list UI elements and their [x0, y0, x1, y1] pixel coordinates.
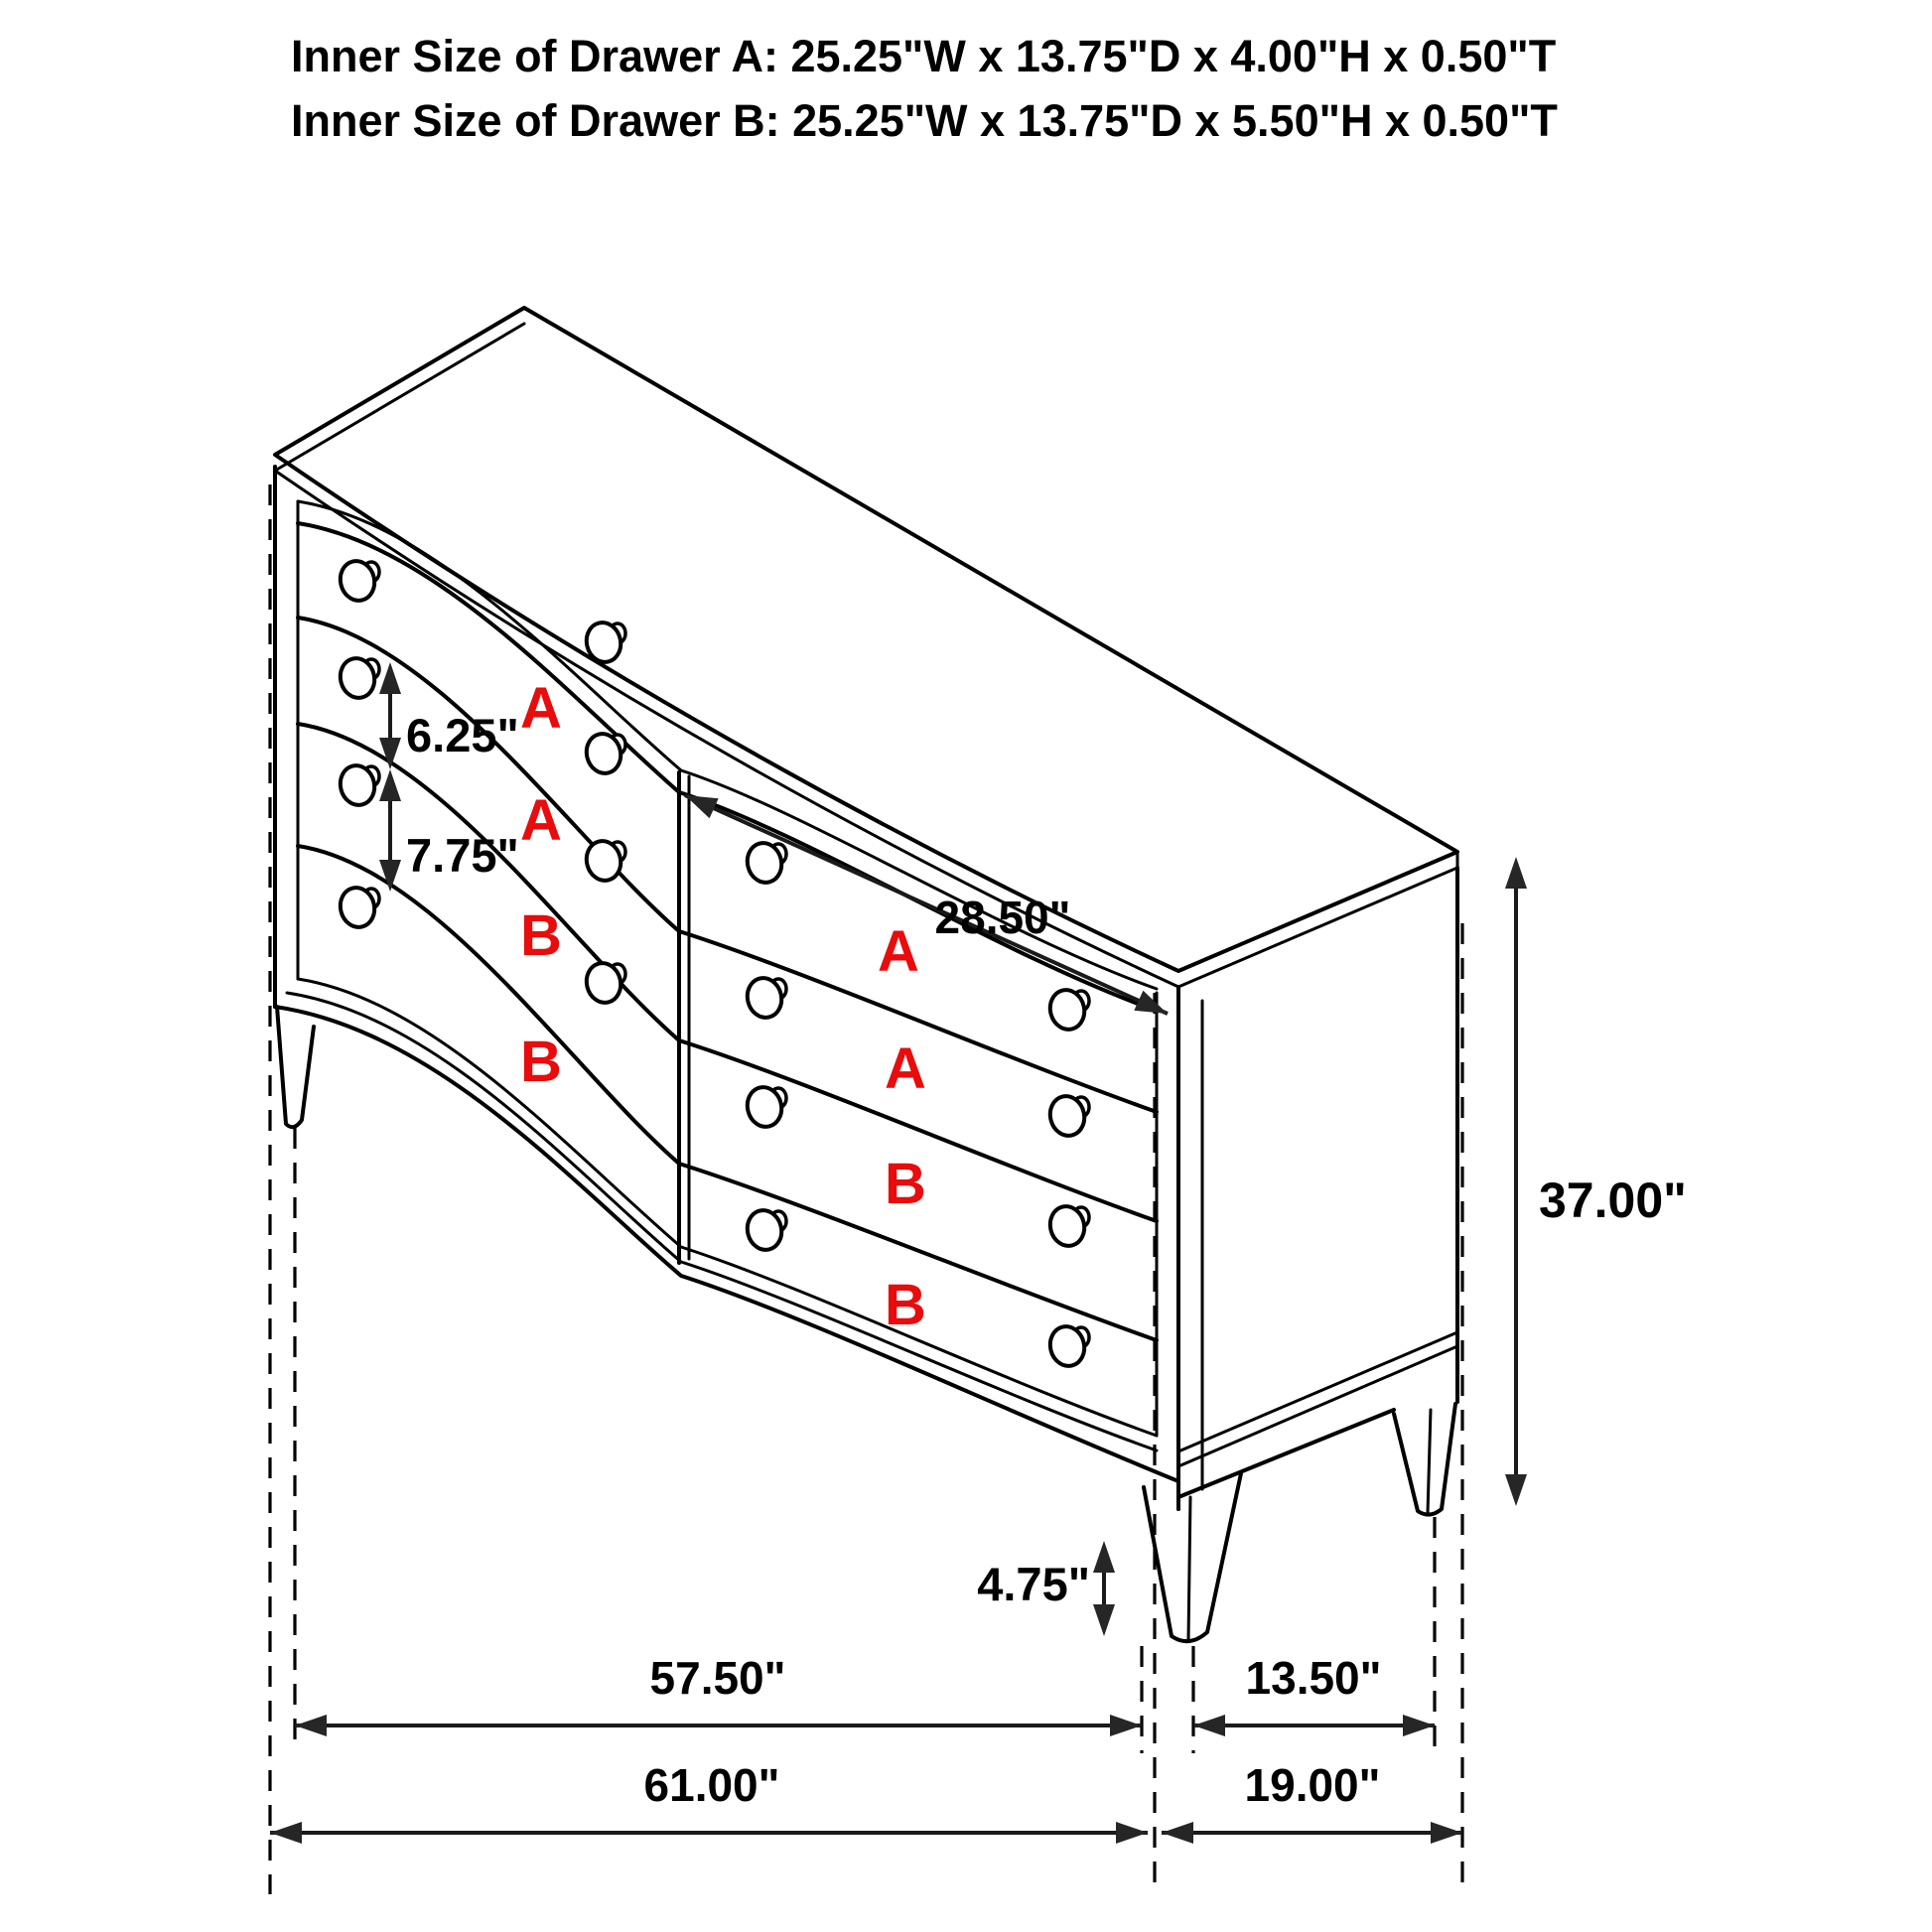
dim-label-61-00: 61.00"	[643, 1759, 780, 1811]
back-right-leg	[1394, 1404, 1455, 1515]
drawer-letter-labels	[520, 676, 926, 1337]
dim-label-19-00: 19.00"	[1244, 1759, 1381, 1811]
dim-label-6-25: 6.25"	[406, 709, 519, 761]
drawer-knob-icon	[744, 1206, 786, 1253]
dim-label-7-75: 7.75"	[406, 829, 519, 882]
drawer-knob-icon	[744, 1083, 786, 1130]
label-right-drawer-3: B	[885, 1152, 926, 1216]
dimension-overall-height	[1505, 857, 1687, 1506]
drawer-knob-icon	[1046, 1322, 1089, 1369]
label-right-drawer-1: A	[878, 919, 919, 984]
title-line-drawer-a: Inner Size of Drawer A: 25.25"W x 13.75"D x 4.00"H x 0.50"T	[291, 31, 1557, 81]
drawer-knob-icon	[337, 557, 379, 604]
dim-label-37-00: 37.00"	[1539, 1173, 1687, 1228]
dresser-top	[275, 308, 1457, 987]
dimension-leg-span-width	[295, 1652, 1142, 1736]
dim-label-13-50: 13.50"	[1245, 1652, 1382, 1704]
front-left-leg	[277, 1007, 314, 1127]
title-block	[291, 31, 1558, 146]
side-panel	[1178, 868, 1457, 1497]
dimension-overall-width	[270, 1759, 1148, 1844]
drawer-knob-icon	[744, 839, 786, 886]
label-left-drawer-4: B	[520, 1030, 562, 1094]
drawer-knob-icon	[1046, 1092, 1089, 1139]
drawer-knob-icon	[1046, 1202, 1089, 1249]
drawer-knob-icon	[1046, 986, 1089, 1033]
drawer-knobs	[337, 557, 1089, 1369]
drawer-knob-icon	[583, 837, 625, 884]
dimension-leg-span-depth	[1193, 1652, 1435, 1736]
dimension-drawer-a-height	[379, 662, 519, 769]
label-right-drawer-2: A	[885, 1036, 926, 1101]
dimension-leg-height	[977, 1541, 1115, 1636]
drawer-knob-icon	[337, 884, 379, 930]
dimension-overall-depth	[1162, 1759, 1462, 1844]
drawer-knob-icon	[583, 959, 625, 1006]
label-left-drawer-3: B	[520, 903, 562, 968]
dim-label-4-75: 4.75"	[977, 1558, 1090, 1610]
label-left-drawer-1: A	[520, 676, 562, 741]
front-right-leg	[1144, 1473, 1241, 1641]
dim-label-57-50: 57.50"	[649, 1652, 786, 1704]
front-face	[275, 467, 1178, 1509]
drawer-knob-icon	[337, 654, 379, 701]
drawer-knob-icon	[583, 730, 625, 776]
label-left-drawer-2: A	[520, 788, 562, 853]
dim-label-28-50: 28.50"	[934, 892, 1071, 943]
dimension-drawer-b-height	[379, 769, 519, 892]
label-right-drawer-4: B	[885, 1273, 926, 1337]
dresser-drawing	[275, 308, 1457, 1641]
drawer-knob-icon	[744, 974, 786, 1021]
title-line-drawer-b: Inner Size of Drawer B: 25.25"W x 13.75"D x 5.50"H x 0.50"T	[291, 95, 1558, 146]
drawer-knob-icon	[337, 761, 379, 808]
